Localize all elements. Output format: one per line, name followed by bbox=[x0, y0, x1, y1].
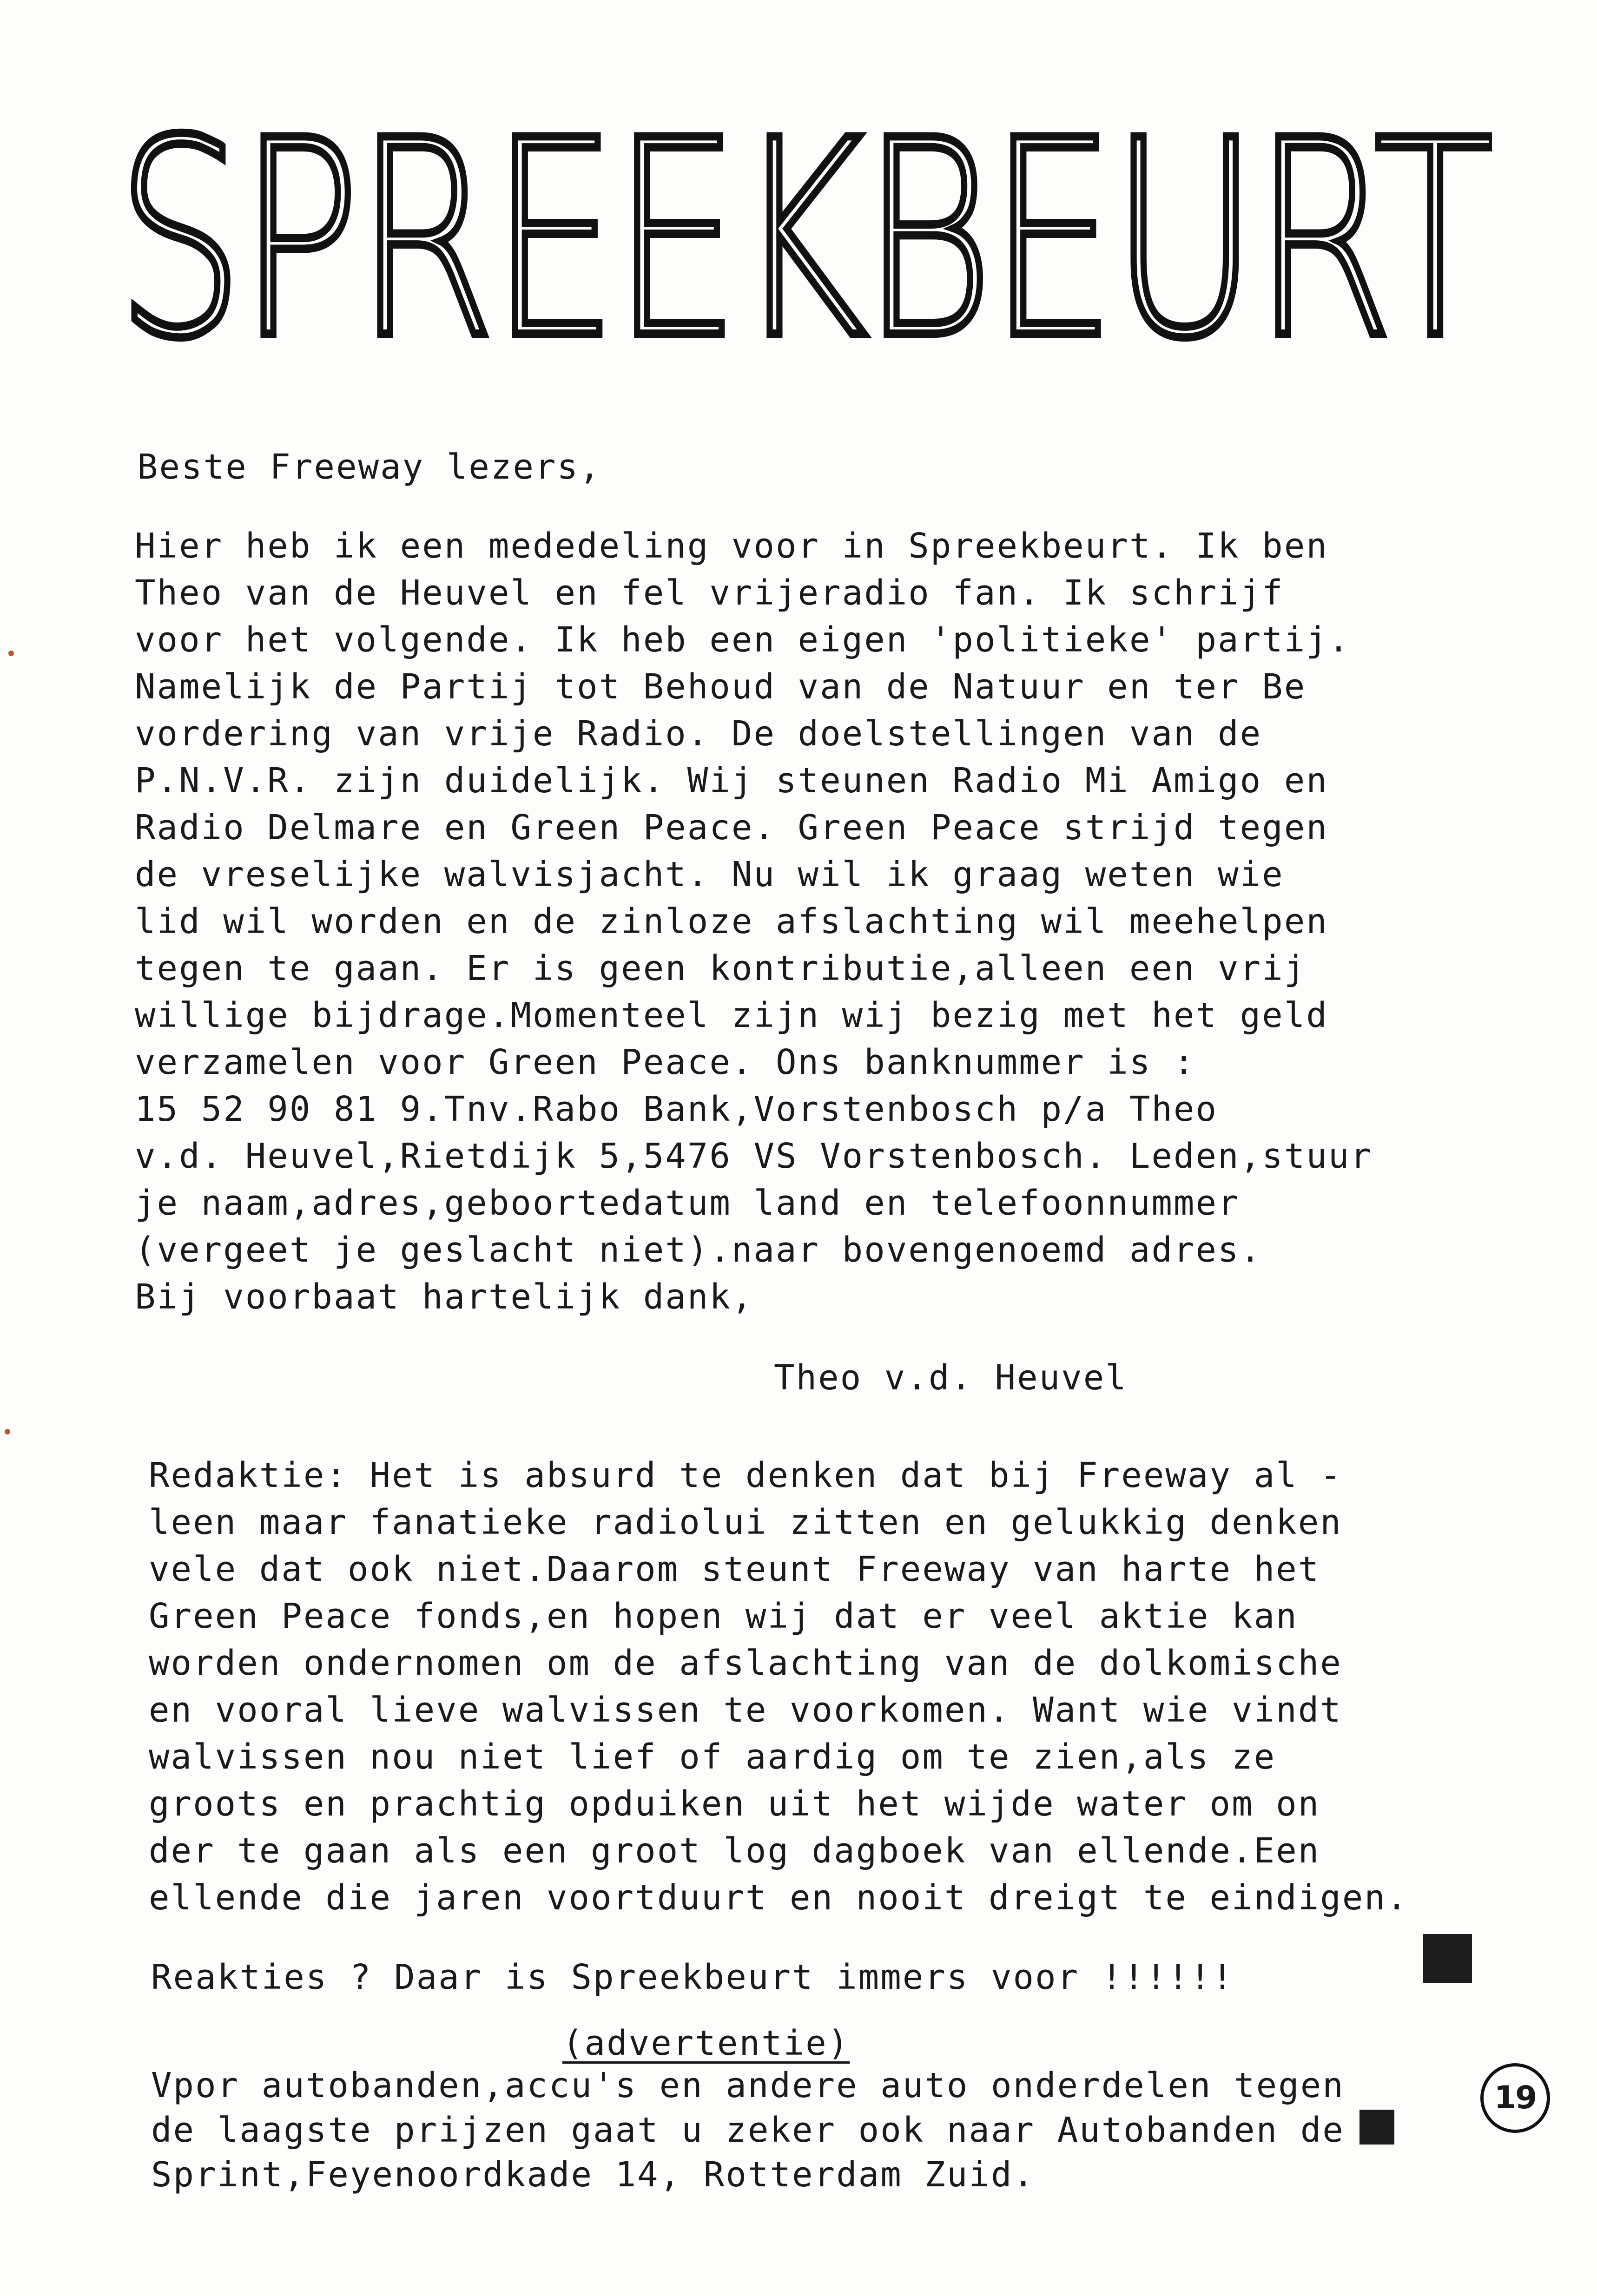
letter-line: v.d. Heuvel,Rietdijk 5,5476 VS Vorstenbosch. Leden,stuur bbox=[135, 1136, 1373, 1176]
ad-line: Vpor autobanden,accu's en andere auto onderdelen tegen bbox=[151, 2066, 1345, 2105]
paper-speck bbox=[5, 1429, 10, 1434]
advertisement-body bbox=[151, 2063, 1434, 2197]
editorial-line: Green Peace fonds,en hopen wij dat er veel aktie kan bbox=[149, 1596, 1298, 1636]
editorial-line: walvissen nou niet lief of aardig om te zien,als ze bbox=[149, 1737, 1276, 1777]
letter-line: voor het volgende. Ik heb een eigen 'politieke' partij. bbox=[135, 620, 1351, 660]
letter-line: (vergeet je geslacht niet).naar bovengenoemd adres. bbox=[135, 1230, 1262, 1270]
ad-line: de laagste prijzen gaat u zeker ook naar Autobanden de bbox=[151, 2110, 1345, 2150]
letter-line: 15 52 90 81 9.Tnv.Rabo Bank,Vorstenbosch p/a Theo bbox=[135, 1089, 1218, 1129]
editorial-line: ellende die jaren voortduurt en nooit dreigt te eindigen. bbox=[149, 1878, 1409, 1918]
editorial-line: Redaktie: Het is absurd te denken dat bij Freeway al - bbox=[149, 1455, 1342, 1495]
letter-line: P.N.V.R. zijn duidelijk. Wij steunen Radio Mi Amigo en bbox=[135, 761, 1328, 801]
letter-line: je naam,adres,geboortedatum land en telefoonnummer bbox=[135, 1183, 1240, 1223]
editorial-line: worden ondernomen om de afslachting van de dolkomische bbox=[149, 1643, 1342, 1683]
letter-line: Theo van de Heuvel en fel vrijeradio fan. Ik schrijf bbox=[135, 573, 1284, 613]
letter-line: Bij voorbaat hartelijk dank, bbox=[135, 1277, 754, 1317]
letter-line: willige bijdrage.Momenteel zijn wij bezig met het geld bbox=[135, 995, 1328, 1035]
editorial-line: leen maar fanatieke radiolui zitten en gelukkig denken bbox=[149, 1502, 1342, 1542]
editorial-response bbox=[149, 1452, 1497, 1921]
letter-line: Namelijk de Partij tot Behoud van de Natuur en ter Be bbox=[135, 667, 1307, 707]
editorial-line: groots en prachtig opduiken uit het wijde water om on bbox=[149, 1784, 1320, 1824]
closing-line: Reakties ? Daar is Spreekbeurt immers voor !!!!!! bbox=[151, 1957, 1234, 1997]
page-title: SPREEKBEURT bbox=[116, 125, 1492, 355]
letter-line: vordering van vrije Radio. De doelstellingen van de bbox=[135, 714, 1262, 754]
paper-speck bbox=[8, 651, 14, 656]
letter-line: Hier heb ik een mededeling voor in Spreekbeurt. Ik ben bbox=[135, 526, 1328, 566]
advertisement-heading: (advertentie) bbox=[562, 2023, 850, 2063]
letter-line: Radio Delmare en Green Peace. Green Peace strijd tegen bbox=[135, 808, 1328, 848]
end-of-article-mark bbox=[1423, 1934, 1472, 1983]
letter-line: tegen te gaan. Er is geen kontributie,alleen een vrij bbox=[135, 948, 1307, 988]
letter-greeting: Beste Freeway lezers, bbox=[137, 447, 601, 487]
page-number: 19 bbox=[1480, 2063, 1550, 2133]
end-of-ad-mark bbox=[1359, 2110, 1394, 2145]
editorial-line: en vooral lieve walvissen te voorkomen. Want wie vindt bbox=[149, 1690, 1342, 1730]
editorial-line: vele dat ook niet.Daarom steunt Freeway van harte het bbox=[149, 1549, 1320, 1589]
editorial-line: der te gaan als een groot log dagboek van ellende.Een bbox=[149, 1831, 1320, 1871]
letter-body bbox=[135, 523, 1436, 1321]
ad-line: Sprint,Feyenoordkade 14, Rotterdam Zuid. bbox=[151, 2155, 1036, 2195]
letter-line: verzamelen voor Green Peace. Ons banknummer is : bbox=[135, 1042, 1196, 1082]
letter-line: lid wil worden en de zinloze afslachting wil meehelpen bbox=[135, 901, 1328, 941]
letter-signature: Theo v.d. Heuvel bbox=[774, 1358, 1128, 1398]
letter-line: de vreselijke walvisjacht. Nu wil ik graag weten wie bbox=[135, 855, 1284, 895]
